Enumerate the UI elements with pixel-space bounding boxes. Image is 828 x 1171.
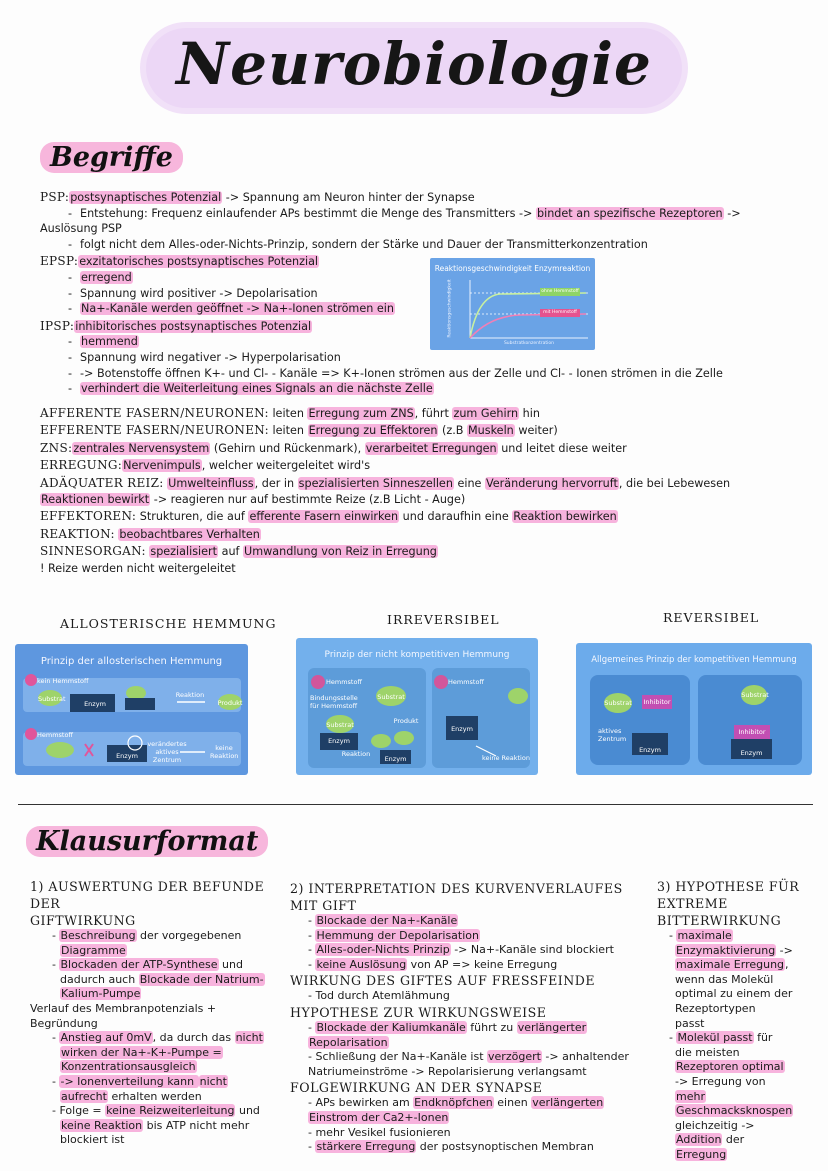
c1-head2: GIFTWIRKUNG [30,913,136,928]
reak-label: REAKTION: [40,526,115,541]
adq-f: , die bei Lebewesen [618,476,731,490]
c2-c2: -> Na+-Kanäle sind blockiert [450,943,614,957]
c2-h3: einen [493,1096,532,1110]
enzyme-rate-graph [430,258,595,350]
rev-substrat: Substrat [604,699,632,707]
c1-a1: Beschreibung [60,929,136,942]
eff-a: leiten [268,424,308,438]
ipsp-i4: verhindert die Weiterleitung eines Signals an die nächste Zelle [81,382,433,396]
c3-b6: mehr [676,1089,705,1103]
c3-b4: Rezeptoren optimal [676,1060,784,1074]
c3-a8: Rezeptortypen [675,1001,756,1015]
reak-a: beobachtbares Verhalten [119,527,260,541]
c2-g3: -> anhaltender [541,1050,629,1064]
c2-g1: Schließung der Na+-Kanäle ist [315,1050,488,1064]
irr-enzym-2: Enzym [384,755,407,763]
c3-a3: -> [776,943,793,957]
adq-b: , der in [254,476,298,490]
ipsp-i3: -> Botenstoffe öffnen K+- und Cl- - Kanäle => K+-Ionen strömen aus der Zelle und Cl- - Ionen strömen in die Zelle [80,366,723,380]
c1-c1: Verlauf des Membranpotenzials + [30,1001,217,1015]
ipsp-i1: hemmend [81,335,138,349]
effk-d: Reaktion bewirken [513,510,617,524]
c1-b3: dadurch auch [60,972,139,986]
eff-e: weiter) [514,424,558,438]
aff-label: AFFERENTE FASERN/NEURONEN: [40,406,269,420]
psp-item2: folgt nicht dem Alles-oder-Nichts-Prinzip, sondern der Stärke und Dauer der Transmitterkonzentration [80,237,648,251]
c1-d3: nicht [235,1031,263,1045]
term-adaequat [40,475,820,492]
c1-d4: wirken der Na+-K+-Pumpe = [61,1045,222,1059]
irr-bind: Bindungsstelle für Hemmstoff [310,694,358,710]
effk-label: EFFEKTOREN: [40,509,137,524]
c3-a4: maximale Erregung [676,958,785,972]
c1-b1: Blockaden der ATP-Synthese [60,958,218,972]
c2-f1: Blockade der Kaliumkanäle [316,1020,466,1034]
term-effektoren [40,508,820,525]
aff-b: Erregung zum ZNS [308,407,414,420]
zns-a: zentrales Nervensystem [73,441,210,455]
epsp-i3: Na+-Kanäle werden geöffnet -> Na+-Ionen strömen ein [81,302,394,316]
c3-a1: maximale [677,929,732,942]
irr-substrat: Substrat [377,693,405,701]
klausur-heading: Klausurformat [26,826,268,857]
epsp-item-1: - erregend [67,270,132,284]
c2-d2: von AP => keine Erregung [407,957,558,971]
c3-a7: optimal zu einem der [675,987,793,1001]
rev-zentrum: aktives Zentrum [598,727,627,743]
irr-substrat-2: Substrat [326,721,354,729]
legend-ohne: ohne Hemmstoff [541,289,579,294]
section-heading-begriffe [40,142,183,173]
c3-b2: für [753,1031,773,1045]
rev-title: Allgemeines Prinzip der kompetitiven Hemmung [591,655,797,665]
irr-hemm-2: Hemmstoff [448,678,484,686]
begriffe-heading: Begriffe [40,142,183,173]
c1-a3: Diagramme [61,943,126,957]
adq-a: Umwelteinfluss [168,476,254,490]
eff-d: Muskeln [468,424,514,438]
adq-label: ADÄQUATER REIZ: [40,475,164,490]
psp-def: postsynaptisches Potenzial [70,191,222,204]
c1-head1: 1) AUSWERTUNG DER BEFUNDE DER [30,879,265,911]
c1-e2: nicht [199,1074,227,1088]
irr-label: IRREVERSIBEL [387,612,500,627]
allo-substrat: Substrat [38,695,66,703]
c2-g2: verzögert [488,1050,541,1064]
zns-b: (Gehirn und Rückenmark), [210,441,365,455]
page-title-wrap [0,28,828,108]
err-b: , welcher weitergeleitet wird's [201,459,371,473]
irr-keine: keine Reaktion [482,754,530,762]
rev-label: REVERSIBEL [663,610,760,625]
c2-sub2: HYPOTHESE ZUR WIRKUNGSWEISE [290,1004,547,1020]
c1-f1: Folge = [59,1104,106,1118]
rev-enzym-2: Enzym [740,749,763,757]
psp-line [40,190,820,206]
adq-h: -> reagieren nur auf bestimmte Reize (z.B Licht - Auge) [150,493,466,507]
term-sinnesorgan [40,543,820,560]
c2-h4: verlängerten [532,1096,604,1110]
c3-a6: wenn das Molekül [675,972,774,986]
eff-c: (z.B [438,424,468,438]
c1-f5: bis ATP nicht mehr [143,1118,250,1132]
allo-reaktion: Reaktion [175,691,205,699]
allo-kein: kein Hemmstoff [37,677,89,685]
curve-with-inhibitor [470,314,586,338]
page-title: Neurobiologie [146,28,682,108]
c3-head1: 3) HYPOTHESE FÜR [657,879,800,894]
adq-g: Reaktionen bewirkt [41,493,150,507]
irr-title: Prinzip der nicht kompetitiven Hemmung [324,650,510,660]
c2-e: Tod durch Atemlähmung [315,989,450,1003]
ipsp-item-3: - -> Botenstoffe öffnen K+- und Cl- - Kanäle => K+-Ionen strömen aus der Zelle und Cl- - Ionen strömen in die Zelle [67,366,723,380]
klausur-col-2: 2) INTERPRETATION DES KURVENVERLAUFES MIT GIFT - Blockade der Na+-Kanäle - Hemmung der Depolarisation - Alles-oder-Nichts Prinzip -> Na+-Kanäle sind blockiert - keine Auslösung von AP => keine Erregung WIRKUNG DES GIFTES AUF FRESSFEINDE - Tod durch Atemlähmung HYPOTHESE ZUR WIRKUNGSWEISE - Blockade der Kaliumkanäle führt zu verlängerter Repolarisation - Schließung der Na+-Kanäle ist verzögert -> anhaltender Natriumeinströme -> Repolarisierung verlangsamt FOLGEWIRKUNG AN DER SYNAPSE - APs bewirken am Endknöpfchen einen verlängerten Einstrom der Ca2+-Ionen - mehr Vesikel fusionieren - stärkere Erregung der postsynoptischen Membran [290,880,650,1155]
c3-b3: die meisten [675,1045,740,1059]
irr-reaktion: Reaktion [341,750,371,758]
c2-j2: der postsynoptischen Membran [416,1140,594,1154]
zns-c: verarbeitet Erregungen [365,441,497,455]
allo-produkt: Produkt [217,699,243,707]
panel-irreversible [296,638,538,775]
c2-g4: Natriumeinströme -> Repolarisierung verlangsamt [308,1064,587,1078]
irr-enzym: Enzym [328,737,350,745]
irr-produkt: Produkt [393,717,419,725]
irr-enzym-3: Enzym [451,725,473,733]
adq-d: eine [453,476,485,490]
c3-b9: Addition [676,1133,722,1147]
sinn-a: spezialisiert [150,545,218,559]
adq-e: Veränderung hervorruft [485,476,618,490]
graph-plot [430,258,595,350]
psp-item1a: Entstehung: Frequenz einlaufender APs bestimmt die Menge des Transmitters -> [80,206,536,220]
c3-a5: , [785,958,789,972]
epsp-item-2: - Spannung wird positiver -> Depolarisation [67,286,318,300]
aff-a: leiten [268,407,308,420]
psp-item1d: Auslösung PSP [40,222,122,236]
c3-b1: Molekül passt [677,1031,753,1045]
term-efferent [40,422,820,439]
ipsp-label: IPSP: [40,318,75,333]
psp-rest: -> Spannung am Neuron hinter der Synapse [222,191,475,204]
epsp-label: EPSP: [40,254,79,269]
c2-h1: APs bewirken am [315,1096,414,1110]
section-divider [18,804,813,805]
psp-item1b: bindet an spezifische Rezeptoren [536,206,723,220]
rev-enzym: Enzym [639,746,661,754]
psp-item-1-cont [40,221,820,237]
c1-f3: und [235,1104,260,1118]
err-label: ERREGUNG: [40,458,123,473]
adq-c: spezialisierten Sinneszellen [298,476,453,490]
allo-zentrum: verändertes aktives Zentrum [147,740,187,764]
term-reaktion [40,526,820,543]
c2-c1: Alles-oder-Nichts Prinzip [316,943,450,957]
c1-d2: , da durch das [152,1031,235,1045]
c1-d1: Anstieg auf 0mV [60,1031,152,1045]
c3-a9: passt [675,1016,705,1030]
c2-a: Blockade der Na+-Kanäle [316,914,458,927]
epsp-i2: Spannung wird positiver -> Depolarisation [80,286,318,300]
allo-label: ALLOSTERISCHE HEMMUNG [60,616,277,631]
epsp-i1: erregend [81,270,132,284]
panel-allosteric [15,644,248,775]
panel-reversible [576,643,812,775]
rev-inhibitor: Inhibitor [643,698,671,706]
c2-f4: Repolarisation [309,1035,388,1049]
c1-b4: Blockade der Natrium- [139,972,264,986]
graph-title: Reaktionsgeschwindigkeit Enzymreaktion [434,264,591,273]
sinn-c: Umwandlung von Reiz in Erregung [244,545,437,559]
ipsp-item-1: - hemmend [67,335,138,349]
c2-j1: stärkere Erregung [316,1140,416,1154]
section-heading-klausur [26,826,268,857]
c3-a2: Enzymaktivierung [676,943,776,957]
c2-h5: Einstrom der Ca2+-Ionen [309,1110,449,1124]
irr-hemm: Hemmstoff [326,678,362,686]
effk-a: Strukturen, die auf [136,510,249,524]
aff-e: hin [519,407,540,420]
c2-b: Hemmung der Depolarisation [316,928,479,942]
allo-enzym-2: Enzym [116,752,138,760]
graph-ylabel: Reaktionsgeschwindigkeit [447,279,453,338]
aff-d: zum Gehirn [453,407,519,420]
c3-b5: -> Erregung von [675,1074,766,1088]
c3-b8: gleichzeitig -> [675,1118,755,1132]
psp-item-1: - Entstehung: Frequenz einlaufender APs bestimmt die Menge des Transmitters -> bindet an spezifische Rezeptoren -> [67,206,741,220]
epsp-item-3: - Na+-Kanäle werden geöffnet -> Na+-Ionen strömen ein [67,302,394,316]
eff-label: EFFERENTE FASERN/NEURONEN: [40,423,269,438]
note-text: ! Reize werden nicht weitergeleitet [40,561,236,575]
rev-inhibitor-2: Inhibitor [738,728,766,736]
c1-e3: aufrecht [61,1089,107,1103]
sinn-label: SINNESORGAN: [40,544,146,559]
c1-b5: Kalium-Pumpe [61,987,141,1001]
c3-b7: Geschmacksknospen [676,1104,793,1118]
term-note [40,561,820,577]
allo-keine: keine Reaktion [210,744,239,760]
ipsp-def: inhibitorisches postsynaptisches Potenzial [75,319,312,333]
allo-title: Prinzip der allosterischen Hemmung [40,656,223,667]
effk-b: efferente Fasern einwirken [249,510,399,524]
ipsp-i2: Spannung wird negativer -> Hyperpolarisation [80,350,341,364]
ipsp-item-4: - verhindert die Weiterleitung eines Signals an die nächste Zelle [67,382,433,396]
c2-f2: führt zu [466,1020,517,1034]
zns-d: und leitet diese weiter [497,441,627,455]
c2-i: mehr Vesikel fusionieren [315,1125,451,1139]
psp-item-2: - folgt nicht dem Alles-oder-Nichts-Prinzip, sondern der Stärke und Dauer der Transmitterkonzentration [67,237,648,251]
rev-substrat-2: Substrat [741,691,769,699]
klausur-col-3: 3) HYPOTHESE FÜR EXTREME BITTERWIRKUNG - maximale Enzymaktivierung -> maximale Erregung, wenn das Molekül optimal zu einem der Rezeptortypen passt - Molekül passt für die meisten Rezeptoren optimal -> Erregung von mehr Geschmacksknospen gleichzeitig -> Addition der Erregung [657,878,817,1163]
legend-mit: mit Hemmstoff [543,310,577,315]
aff-c: , führt [414,407,453,420]
term-adaequat-cont [40,492,820,508]
c1-c2: Begründung [30,1016,98,1030]
allo-hemm: Hemmstoff [37,731,73,739]
zns-label: ZNS: [40,440,73,455]
c3-head2: EXTREME BITTERWIRKUNG [657,896,782,928]
c2-h2: Endknöpfchen [414,1096,493,1110]
c1-f6: blockiert ist [60,1133,125,1147]
klausur-col-1: 1) AUSWERTUNG DER BEFUNDE DER GIFTWIRKUNG - Beschreibung der vorgegebenen Diagramme - Blockaden der ATP-Synthese und dadurch auch Blockade der Natrium- Kalium-Pumpe Verlauf des Membranpotenzials + Begründung - Anstieg auf 0mV, da durch das nicht wirken der Na+-K+-Pumpe = Konzentrationsausgleich - -> Ionenverteilung kann nicht aufrecht erhalten werden - Folge = keine Reizweiterleitung und keine Reaktion bis ATP nicht mehr blockiert ist [30,878,280,1148]
c3-b10: der [722,1133,745,1147]
c1-f2: keine Reizweiterleitung [106,1104,235,1118]
allo-enzym: Enzym [84,700,106,708]
c1-e1: -> Ionenverteilung kann [60,1074,198,1088]
c2-d1: keine Auslösung [316,957,407,971]
sinn-b: auf [218,545,244,559]
ipsp-item-2: - Spannung wird negativer -> Hyperpolarisation [67,350,341,364]
terms-block [40,405,820,577]
psp-item1c: -> [723,206,741,220]
c2-f3: verlängerter [517,1020,587,1034]
err-a: Nervenimpuls [123,459,201,473]
psp-label: PSP: [40,190,70,204]
c1-a2: der vorgegebenen [136,929,242,942]
c1-d5: Konzentrationsausgleich [61,1060,196,1074]
c1-f4: keine Reaktion [61,1118,143,1132]
c1-b2: und [218,958,243,972]
c2-sub1: WIRKUNG DES GIFTES AUF FRESSFEINDE [290,973,596,989]
term-erregung [40,457,820,474]
graph-xlabel: Substratkonzentration [503,341,555,346]
c3-b11: Erregung [676,1147,727,1161]
c1-e4: erhalten werden [107,1089,202,1103]
effk-c: und daraufhin eine [399,510,513,524]
c2-sub3: FOLGEWIRKUNG AN DER SYNAPSE [290,1080,543,1096]
term-afferent [40,405,820,422]
eff-b: Erregung zu Effektoren [308,424,438,438]
term-zns [40,440,820,457]
c2-head: 2) INTERPRETATION DES KURVENVERLAUFES MIT GIFT [290,881,623,913]
epsp-def: exzitatorisches postsynaptisches Potenzial [79,255,319,269]
rev-drawing [576,643,812,775]
